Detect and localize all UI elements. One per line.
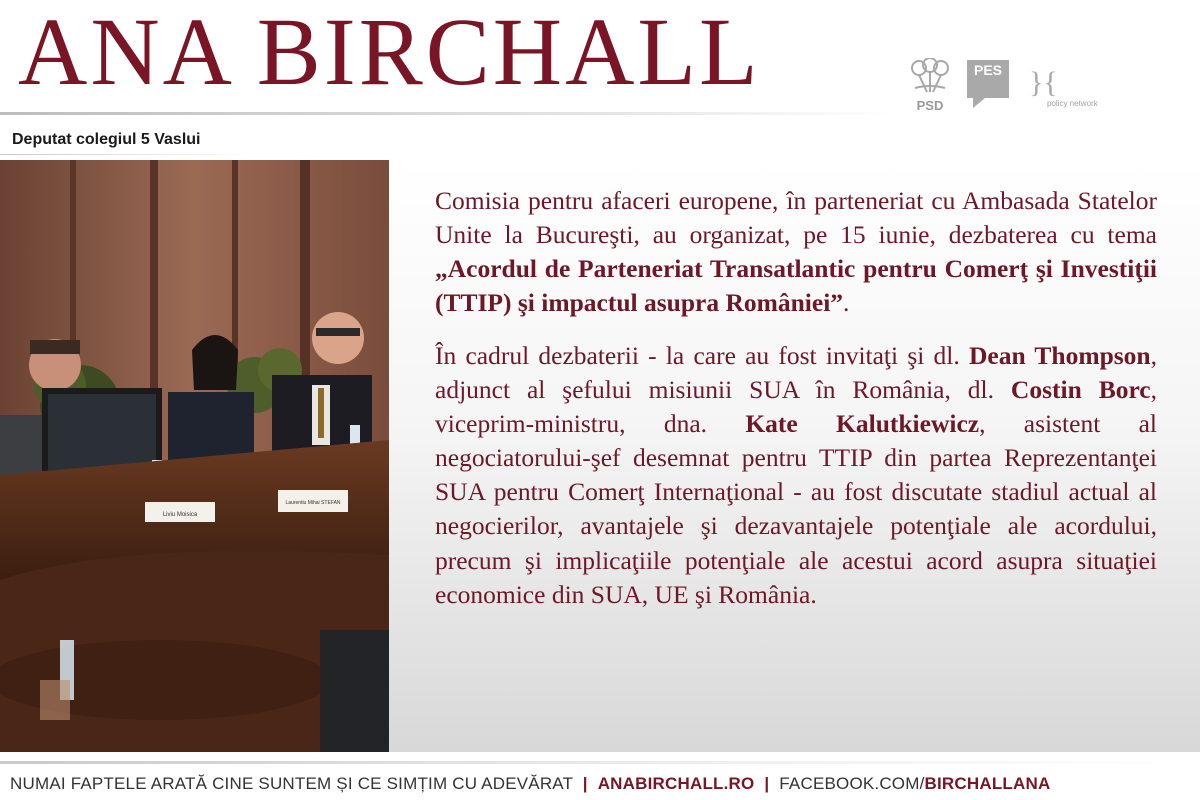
subtitle: Deputat colegiul 5 Vaslui <box>12 131 201 148</box>
footer <box>0 752 1200 800</box>
header <box>0 0 1200 160</box>
facebook-handle: BIRCHALLANA <box>924 774 1051 793</box>
event-photo <box>0 160 389 752</box>
p1-text: Comisia pentru afaceri europene, în parteneriat cu Ambasada Statelor Unite la Bucureşti, au organizat, pe 15 iunie, dezbaterea cu tema <box>435 186 1157 250</box>
meeting-photo-illustration <box>0 160 389 752</box>
article-body <box>435 184 1157 630</box>
facebook-link[interactable] <box>779 774 1050 793</box>
guest-name-3: Kate Kalutkiewicz <box>745 408 980 438</box>
facebook-prefix: FACEBOOK.COM/ <box>779 774 925 793</box>
party-logos <box>905 58 1125 118</box>
subtitle-underline <box>0 154 260 155</box>
p2-text-4: , asistent al negociatorului-şef desemnat pentru TTIP din partea Reprezentanţei SUA pentru Comerţ Internaţional - au fost discutate stadiul actual al negocierilor, avantajele şi dezavantajele potenţiale ale acordului, precum şi implicaţiile potenţiale ale acestui acord asupra situaţiei economice din SUA, UE şi România. <box>435 408 1157 609</box>
footer-slogan: NUMAI FAPTELE ARATĂ CINE SUNTEM ȘI CE SIMȚIM CU ADEVĂRAT <box>10 774 573 793</box>
footer-text <box>10 774 1050 794</box>
article-paragraph-2 <box>435 339 1157 612</box>
pes-label: PES <box>973 62 1003 78</box>
name-plate-2: Laurentiu Mihai STEFAN <box>285 500 341 506</box>
page-title: ANA BIRCHALL <box>18 0 761 105</box>
guest-name-1: Dean Thompson <box>968 340 1151 370</box>
footer-separator: | <box>582 774 588 793</box>
name-plate-1: Liviu Moisica <box>162 512 198 518</box>
guest-name-2: Costin Borc <box>1010 374 1151 404</box>
svg-text:}{: }{ <box>1029 66 1058 99</box>
p2-text-3: , viceprim-ministru, dna. <box>435 374 1157 438</box>
psd-logo-icon <box>905 58 955 114</box>
p1-end: . <box>843 288 850 318</box>
policy-network-label: policy network <box>1047 99 1098 108</box>
footer-divider <box>0 761 1200 764</box>
article-panel <box>389 160 1200 752</box>
article-paragraph-1 <box>435 184 1157 321</box>
p2-text-2: , adjunct al şefului misiunii SUA în România, dl. <box>435 340 1157 404</box>
policy-network-logo-icon <box>1025 60 1115 110</box>
footer-separator-2: | <box>764 774 770 793</box>
debate-topic: „Acordul de Parteneriat Transatlantic pentru Comerţ şi Investiţii (TTIP) şi impactul asupra României” <box>435 254 1157 318</box>
header-divider <box>0 112 892 115</box>
psd-label: PSD <box>916 98 944 113</box>
p2-text-1: În cadrul dezbaterii - la care au fost invitaţi şi dl. <box>435 340 969 370</box>
pes-logo-icon <box>965 58 1011 110</box>
website-link[interactable]: ANABIRCHALL.RO <box>597 774 755 793</box>
